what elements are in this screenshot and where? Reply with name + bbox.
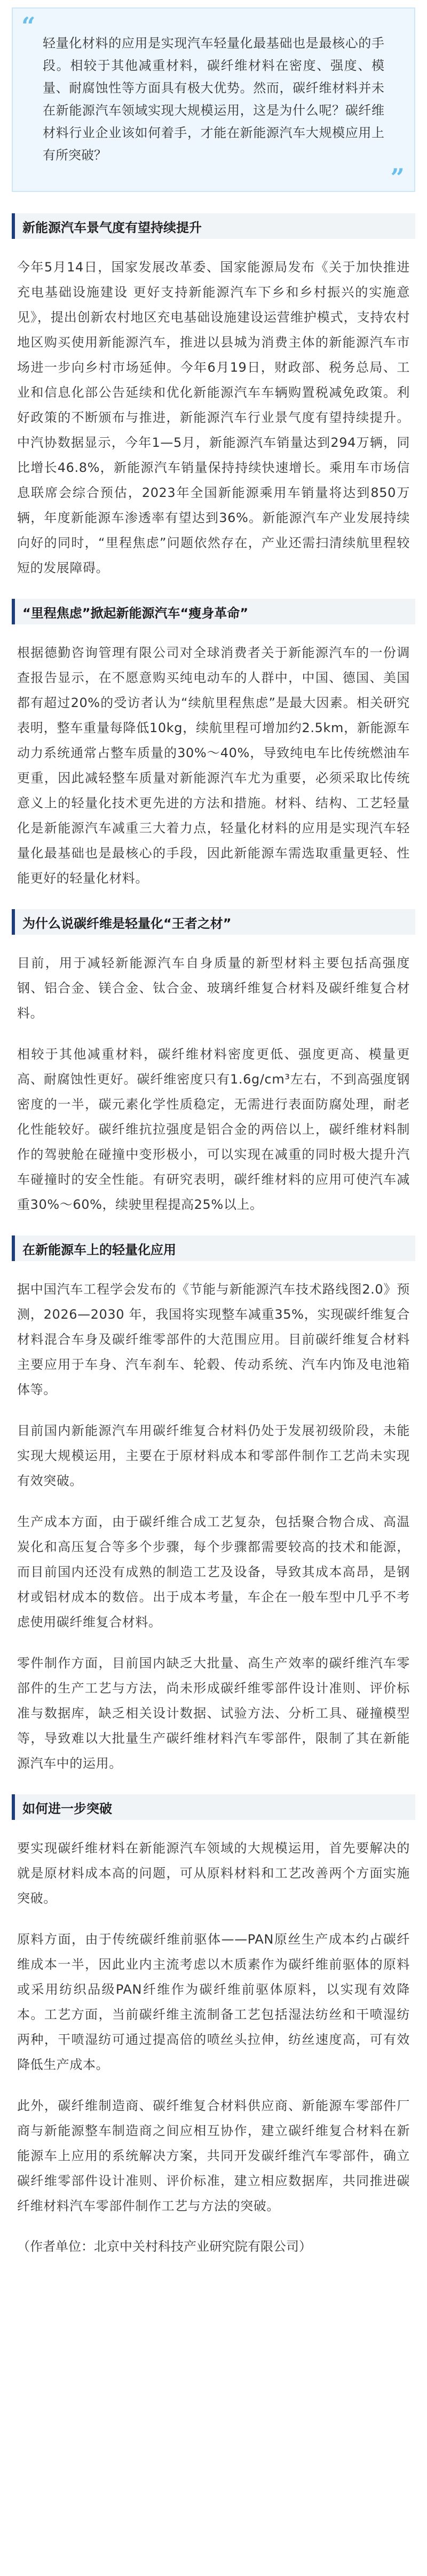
section-accent-bar xyxy=(12,1235,15,1261)
section-heading xyxy=(12,599,415,624)
section-accent-bar xyxy=(12,1794,15,1820)
paragraph: 生产成本方面，由于碳纤维合成工艺复杂，包括聚合物合成、高温炭化和高压复合等多个步骤，每个步骤都需要较高的技术和能源，而目前国内还没有成熟的制造工艺及设备，导致其成本高昂，是钢材或铝材成本的数倍。出于成本考量，车企在一般车型中几乎不考虑使用碳纤维复合材料。 xyxy=(17,1514,410,1630)
section-title: 新能源汽车景气度有望持续提升 xyxy=(22,220,202,235)
section-title: 如何进一步突破 xyxy=(22,1801,112,1816)
paragraph: 据中国汽车工程学会发布的《节能与新能源汽车技术路线图2.0》预测，2026—2030 年，我国将实现整车减重35%，实现碳纤维复合材料混合车身及碳纤维零部件的大范围应用。目前碳纤维复合材料主要应用于车身、汽车刹车、轮毂、传动系统、汽车内饰及电池箱体等。 xyxy=(17,1282,410,1397)
intro-text: 轻量化材料的应用是实现汽车轻量化最基础也是最核心的手段。相较于其他减重材料，碳纤维材料在密度、强度、模量、耐腐蚀性等方面具有极大优势。然而，碳纤维材料并未在新能源汽车领域实现大规模运用，这是为什么呢？碳纤维材料行业企业该如何着手，才能在新能源汽车大规模应用上有所突破？ xyxy=(43,36,384,163)
paragraph: 目前，用于减轻新能源汽车自身质量的新型材料主要包括高强度钢、铝合金、镁合金、钛合金、玻璃纤维复合材料及碳纤维复合材料。 xyxy=(17,956,410,1021)
paragraph: 零件制作方面，目前国内缺乏大批量、高生产效率的碳纤维汽车零部件的生产工艺与方法，尚未形成碳纤维零部件设计准则、评价标准与数据库，缺乏相关设计数据、试验方法、分析工具、碰撞模型等，导致难以大批量生产碳纤维材料汽车零部件，限制了其在新能源汽车中的运用。 xyxy=(17,1656,410,1771)
paragraph: 要实现碳纤维材料在新能源汽车领域的大规模运用，首先要解决的就是原材料成本高的问题，可从原料材料和工艺改善两个方面实施突破。 xyxy=(17,1841,410,1906)
close-quote-icon: ” xyxy=(390,163,405,192)
paragraph: 此外，碳纤维制造商、碳纤维复合材料供应商、新能源车零部件厂商与新能源整车制造商之间应相互协作，建立碳纤维复合材料在新能源车上应用的系统解决方案，共同开发碳纤维汽车零部件，确立碳纤维零部件设计准则、评价标准，建立相应数据库，共同推进碳纤维材料汽车零部件制作工艺与方法的突破。 xyxy=(17,2098,410,2213)
section-heading xyxy=(12,1794,415,1820)
intro-quote-box xyxy=(12,7,415,192)
section-heading xyxy=(12,213,415,239)
paragraph: 相较于其他减重材料，碳纤维材料密度更低、强度更高、模量更高、耐腐蚀性更好。碳纤维密度只有1.6g/cm³左右，不到高强度钢密度的一半，碳元素化学性质稳定，无需进行表面防腐处理，耐老化性能较好。碳纤维抗拉强度是铝合金的两倍以上，碳纤维材料制作的驾驶舱在碰撞中变形极小，可以实现在减重的同时极大提升汽车碰撞时的安全性能。有研究表明，碳纤维材料的应用可使汽车减重30%～60%，续驶里程提高25%以上。 xyxy=(17,1047,410,1212)
section-heading xyxy=(12,909,415,935)
open-quote-icon: “ xyxy=(21,12,36,41)
section-title: 在新能源车上的轻量化应用 xyxy=(22,1242,176,1257)
section-title: 为什么说碳纤维是轻量化“王者之材” xyxy=(22,916,232,931)
author-affiliation: （作者单位：北京中关村科技产业研究院有限公司） xyxy=(17,2239,312,2254)
section-accent-bar xyxy=(12,599,15,624)
paragraph: 目前国内新能源汽车用碳纤维复合材料仍处于发展初级阶段，未能实现大规模运用，主要在于原材料成本和零部件制作工艺尚未实现有效突破。 xyxy=(17,1423,410,1488)
paragraph: 根据德勤咨询管理有限公司对全球消费者关于新能源汽车的一份调查报告显示，在不愿意购买纯电动车的人群中，中国、德国、美国都有超过20%的受访者认为“续航里程焦虑”是最大因素。相关研究表明，整车重量每降低10kg，续航里程可增加约2.5km，新能源车动力系统通常占整车质量的30%～40%，导致纯电车比传统燃油车更重，因此减轻整车质量对新能源汽车尤为重要，必须采取比传统意义上的轻量化技术更先进的方法和措施。材料、结构、工艺轻量化是新能源汽车减重三大着力点，轻量化材料的应用是实现汽车轻量化最基础也是最核心的手段，因此新能源车需选取重量更轻、性能更好的轻量化材料。 xyxy=(17,645,410,886)
paragraph: 今年5月14日，国家发展改革委、国家能源局发布《关于加快推进充电基础设施建设 更好支持新能源汽车下乡和乡村振兴的实施意见》，提出创新农村地区充电基础设施建设运营维护模式，支持农村地区购买使用新能源汽车，推进以县城为消费主体的新能源汽车市场进一步向乡村市场延伸。今年6月19日，财政部、税务总局、工业和信息化部公告延续和优化新能源汽车车辆购置税减免政策。利好政策的不断颁布与推进，新能源汽车行业景气度有望持续提升。中汽协数据显示，今年1—5月，新能源汽车销量达到294万辆，同比增长46.8%，新能源汽车销量保持持续快速增长。乘用车市场信息联席会综合预估，2023年全国新能源乘用车销量将达到850万辆，年度新能源车渗透率有望达到36%。新能源汽车产业发展持续向好的同时，“里程焦虑”问题依然存在，产业还需扫清续航里程较短的发展障碍。 xyxy=(17,260,410,575)
section-accent-bar xyxy=(12,213,15,239)
section-title: “里程焦虑”掀起新能源汽车“瘦身革命” xyxy=(22,605,249,621)
paragraph: 原料方面，由于传统碳纤维前驱体——PAN原丝生产成本约占碳纤维成本一半，因此业内主流考虑以木质素作为碳纤维前驱体的原料或采用纺织品级PAN纤维作为碳纤维前驱体原料，以实现有效降本。工艺方面，当前碳纤维主流制备工艺包括湿法纺丝和干喷湿纺两种，干喷湿纺可通过提高倍的喷丝头拉伸，纺丝速度高，可有效降低生产成本。 xyxy=(17,1932,410,2072)
section-accent-bar xyxy=(12,909,15,935)
section-heading xyxy=(12,1235,415,1261)
